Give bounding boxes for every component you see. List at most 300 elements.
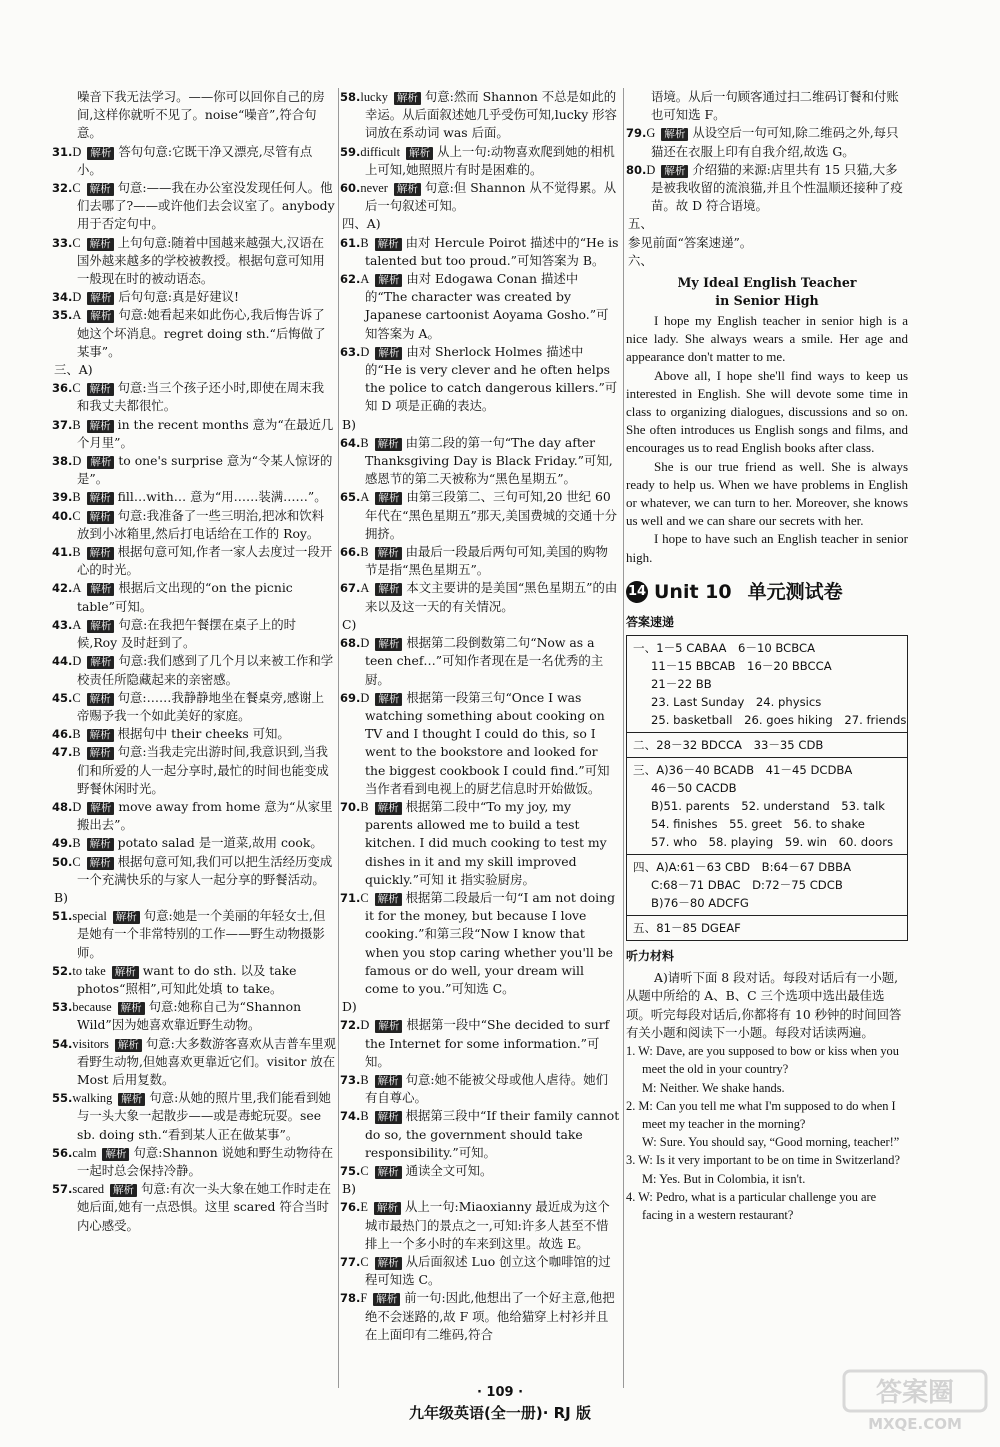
answer-item (340, 689, 620, 798)
listening-dialogues (626, 1042, 908, 1224)
answer-choice: B (72, 545, 81, 560)
answer-choice: because (72, 1000, 112, 1015)
answer-choice: D (72, 290, 82, 305)
answer-choice: A (360, 272, 370, 287)
answer-item (340, 343, 620, 416)
question-number: 80. (626, 162, 647, 177)
analysis-tag: 解析 (87, 492, 114, 505)
explanation-text: 句意:——我在办公室没发现任何人。他们去哪了?——或许他们去会议室了。anybody 用于否定句中。 (77, 180, 335, 232)
question-number: 63. (340, 344, 361, 359)
answer-choice: A (360, 581, 370, 596)
answer-item (340, 88, 620, 143)
explanation-text: 根据后文出现的“on the picnic table”可知。 (77, 580, 293, 614)
answer-choice: D (360, 344, 370, 359)
question-number: 64. (340, 435, 361, 450)
answer-choice: C (360, 890, 369, 905)
explanation-text: 介绍猫的来源:店里共有 15 只猫,大多是被我收留的流浪猫,并且个性温顺还接种了疫苗。故 D 符合语境。 (651, 161, 903, 214)
svg-text:MXQE.COM: MXQE.COM (868, 1415, 962, 1433)
question-number: 41. (52, 545, 73, 560)
section-label: B) (342, 1181, 356, 1197)
question-number: 60. (340, 181, 361, 196)
explanation-text: 句意:她是一个美丽的年轻女士,但是她有一个非常特别的工作——野生动物摄影师。 (77, 908, 326, 960)
section-label: B) (342, 416, 356, 432)
analysis-tag: 解析 (113, 911, 140, 924)
answer-item (340, 1198, 620, 1253)
question-number: 48. (52, 799, 73, 814)
analysis-tag: 解析 (406, 147, 433, 160)
answer-item (52, 725, 336, 743)
question-number: 52. (52, 963, 73, 978)
explanation-text: 句意:当三个孩子还小时,即使在周末我和我丈夫都很忙。 (77, 380, 325, 414)
answer-key-line: 46－50 CACDB (651, 781, 737, 796)
question-number: 68. (340, 636, 361, 651)
answer-choice: G (646, 126, 656, 141)
question-number: 49. (52, 836, 73, 851)
explanation-text: 根据第二段倒数第二句“Now as a teen chef…”可知作者现在是一名优秀的主厨。 (365, 635, 604, 687)
essay-title-line1: My Ideal English Teacher (677, 275, 857, 291)
section-label: D) (342, 999, 357, 1015)
analysis-tag: 解析 (87, 656, 114, 669)
answer-choice: C (72, 235, 81, 250)
answer-item (626, 88, 908, 124)
explanation-text: 根据句意可知,作者一家人去度过一段开心的时光。 (77, 544, 333, 578)
explanation-text: 句意:当我走完出游时间,我意识到,当我们和所爱的人一起分享时,最忙的时间也能变成野餐休闲时光。 (77, 744, 329, 796)
answer-item (52, 853, 336, 889)
answer-choice: never (360, 181, 388, 196)
question-number: 37. (52, 417, 73, 432)
question-number: 62. (340, 272, 361, 287)
column-divider (623, 88, 624, 1388)
analysis-tag: 解析 (375, 583, 402, 596)
answer-key-row (627, 636, 907, 733)
essay-paragraph: She is our true friend as well. She is always ready to help us. When we have problems in English or whatever, we can turn to her. Moreover, she knows us well and we can share our secrets with her. (626, 458, 908, 529)
answer-item (340, 889, 620, 998)
answer-key-row (627, 758, 907, 855)
analysis-tag: 解析 (374, 1202, 401, 1215)
column-divider (338, 88, 339, 1388)
section-label: 六、 (628, 252, 653, 268)
watermark-logo (840, 1365, 990, 1435)
question-number: 66. (340, 545, 361, 560)
analysis-tag: 解析 (102, 1148, 129, 1161)
explanation-text: to one's surprise 意为“令某人惊讶的是”。 (77, 453, 333, 487)
analysis-tag: 解析 (110, 1184, 137, 1197)
explanation-text: 由对 Edogawa Conan 描述中的“The character was created by Japanese cartoonist Aoyama Gosho.”可知答案为 A。 (365, 271, 609, 341)
answer-choice: B (72, 745, 81, 760)
speaker-label: M: (642, 1171, 657, 1186)
answer-item (340, 143, 620, 179)
answer-item (340, 798, 620, 889)
question-number: 58. (340, 90, 361, 104)
answer-item (340, 434, 620, 489)
answer-key-line: 二、28－32 BDCCA 33－35 CDB (633, 738, 824, 753)
question-number: 43. (52, 617, 73, 632)
answer-choice: special (72, 909, 107, 924)
answer-choice: C (360, 1255, 369, 1269)
dialogue-text: Sure. You should say, “Good morning, teacher!” (659, 1135, 900, 1150)
explanation-text: 句意:大多数游客喜欢从吉普车里观看野生动物,但她喜欢更靠近它们。visitor 放在 Most 后用复数。 (77, 1035, 336, 1087)
essay-paragraph: I hope my English teacher in senior high is a nice lady. She always wears a smile. Her age and appearance don't matter to me. (626, 313, 908, 365)
explanation-text: 根据第一段第三句“Once I was watching something about cooking on TV and I thought I could do this, so I went to the bookstore and looked for the biggest cookbook I could find.”可知当作者看到电视上的厨艺信息时开始做饭。 (365, 689, 610, 796)
answer-choice: lucky (360, 90, 388, 104)
answer-choice: D (360, 1018, 370, 1033)
answer-item (340, 1107, 620, 1162)
answer-item (52, 234, 336, 289)
answer-choice: F (360, 1291, 368, 1306)
question-number: 56. (52, 1145, 73, 1160)
analysis-tag: 解析 (375, 1075, 402, 1088)
explanation-text: 根据第三段中“If their family cannot do so, the government should take responsibility.”可知。 (365, 1108, 620, 1160)
explanation-text: 根据第二段最后一句“I am not doing it for the money, but because I love cooking.”和第三段“Now I know that when you stop caring whether you'll be famous or do well, your dream will come to you.”可知选 C。 (365, 889, 616, 996)
analysis-tag: 解析 (87, 838, 114, 851)
essay-title (626, 274, 908, 310)
analysis-tag: 解析 (87, 547, 114, 560)
essay-paragraph: Above all, I hope she'll find ways to keep us interested in English. She will devote some time in class to organizing dialogues, discussions and so on. She often introduces us English songs and films, and encourages us to read English books after class. (626, 367, 908, 456)
answer-choice: D (72, 799, 82, 814)
answer-item (52, 143, 336, 179)
answer-item (52, 907, 336, 962)
question-number: 33. (52, 235, 73, 250)
question-number: 51. (52, 909, 73, 924)
explanation-text: 句意:她不能被父母或他人虐待。她们有自尊心。 (365, 1071, 609, 1106)
answer-key-line: 四、A)A:61－63 CBD B:64－67 DBBA (633, 860, 852, 875)
dialogue-line (626, 1079, 908, 1097)
answer-key-line: 25. basketball 26. goes hiking 27. friends (651, 713, 907, 728)
analysis-tag: 解析 (87, 292, 114, 305)
analysis-tag: 解析 (375, 492, 402, 505)
analysis-tag: 解析 (87, 583, 114, 596)
answer-item (52, 416, 336, 452)
answer-key-line: 五、81－85 DGEAF (633, 921, 741, 936)
answer-choice: visitors (72, 1036, 109, 1051)
dialogue-line (626, 1133, 908, 1151)
analysis-tag: 解析 (112, 966, 139, 979)
unit-heading (626, 581, 908, 603)
explanation-text: 由对 Sherlock Holmes 描述中的“He is very clever and he often helps the police to catch dangerous killers.”可知 D 项是正确的表达。 (365, 343, 618, 414)
explanation-text: 句意:从她的照片里,我们能看到她与一头大象一起散步——或是毒蛇玩耍。see sb. doing sth.“看到某人正在做某事”。 (77, 1090, 331, 1142)
answer-choice: B (72, 836, 81, 851)
analysis-tag: 解析 (115, 1039, 142, 1052)
section-label: 参见前面“答案速递”。 (628, 234, 753, 250)
explanation-text: 从上一句:动物喜欢爬到她的相机上可知,她照照片有时是困难的。 (365, 143, 615, 177)
answer-item (52, 1144, 336, 1180)
answer-key-row (627, 733, 907, 758)
answer-key-line: 11－15 BBCAB 16－20 BBCCA (651, 659, 832, 674)
speaker-label: 1. W: (626, 1044, 653, 1059)
column-left (52, 88, 336, 1235)
answer-choice: E (360, 1200, 368, 1215)
question-number: 36. (52, 381, 73, 396)
column-middle (340, 88, 620, 1344)
analysis-tag: 解析 (87, 620, 114, 633)
page-number: · 109 · (476, 1385, 524, 1400)
question-number: 67. (340, 581, 361, 596)
explanation-text: 句意:她称自己为“Shannon Wild”因为她喜欢靠近野生动物。 (77, 999, 302, 1033)
analysis-tag: 解析 (87, 383, 114, 396)
question-number: 31. (52, 144, 73, 159)
answer-choice: B (72, 727, 81, 742)
explanation-text: 前一句:因此,他想出了一个好主意,他把绝不会迷路的,故 F 项。他给猫穿上村衫并且在上面印有二维码,符合 (365, 1290, 615, 1342)
explanation-text: 句意:……我静静地坐在餐桌旁,感谢上帝赐予我一个如此美好的家庭。 (77, 689, 325, 723)
answer-choice: A (72, 581, 82, 596)
speaker-label: M: (642, 1080, 657, 1095)
question-number: 35. (52, 308, 73, 323)
question-number: 50. (52, 854, 73, 869)
analysis-tag: 解析 (375, 893, 402, 906)
analysis-tag: 解析 (661, 128, 688, 141)
analysis-tag: 解析 (87, 511, 114, 524)
dialogue-text: Yes. But in Colombia, it isn't. (659, 1171, 806, 1186)
analysis-tag: 解析 (375, 438, 402, 451)
answer-choice: B (360, 1072, 369, 1087)
explanation-text: 句意:有次一头大象在她工作时走在她后面,她有一点恐惧。这里 scared 符合当时内心感受。 (77, 1181, 332, 1233)
answer-item (340, 579, 620, 615)
answer-key-line: 一、1－5 CABAA 6－10 BCBCA (633, 641, 816, 656)
answer-choice: B (72, 417, 81, 432)
question-number: 47. (52, 745, 73, 760)
analysis-tag: 解析 (87, 238, 114, 251)
question-number: 65. (340, 490, 361, 505)
dialogue-text: Can you tell me what I'm supposed to do when I meet my teacher in the morning? (642, 1098, 896, 1131)
explanation-text: 噪音下我无法学习。——你可以回你自己的房间,这样你就听不见了。noise“噪音”,符合句意。 (77, 89, 325, 141)
answer-item (52, 488, 336, 506)
answer-item (52, 652, 336, 688)
answer-choice: B (360, 235, 369, 250)
answer-item (52, 88, 336, 143)
explanation-text: 句意:Shannon 说她和野生动物待在一起时总会保持冷静。 (77, 1144, 334, 1178)
question-number: 74. (340, 1109, 361, 1124)
dialogue-line (626, 1151, 908, 1169)
answer-item (340, 1162, 620, 1180)
answer-item (340, 543, 620, 579)
unit-number-badge: 14 (626, 581, 648, 603)
explanation-text: 根据第二段中“To my joy, my parents allowed me to build a test kitchen. I did much cooking to test my dishes in it and my skill improved quickly.”可知 it 指实验厨房。 (365, 798, 607, 887)
explanation-text: 句意:在我把午餐摆在桌子上的时候,Roy 及时赶到了。 (77, 616, 296, 651)
answer-item (52, 306, 336, 361)
answer-item (340, 270, 620, 343)
answer-item (340, 1253, 620, 1289)
speaker-label: 4. W: (626, 1189, 653, 1204)
answer-choice: calm (72, 1145, 97, 1160)
column-right-answers (626, 88, 908, 270)
analysis-tag: 解析 (375, 693, 402, 706)
question-number: 57. (52, 1182, 73, 1197)
question-number: 42. (52, 581, 73, 596)
question-number: 34. (52, 290, 73, 305)
analysis-tag: 解析 (375, 547, 402, 560)
answer-item (340, 488, 620, 543)
question-number: 59. (340, 144, 361, 159)
question-number: 40. (52, 508, 73, 523)
analysis-tag: 解析 (87, 147, 114, 160)
answer-key-line: 57. who 58. playing 59. win 60. doors (651, 835, 894, 850)
answer-choice: B (360, 435, 369, 450)
question-number: 75. (340, 1163, 361, 1178)
answer-choice: C (72, 508, 81, 523)
explanation-text: 句意:她看起来如此伤心,我后悔告诉了她这个坏消息。regret doing sth.“后悔做了某事”。 (77, 307, 326, 359)
answer-item (340, 1289, 620, 1344)
answer-item (52, 179, 336, 234)
answer-choice: B (360, 545, 369, 560)
answer-key-line: 54. finishes 55. greet 56. to shake (651, 817, 865, 832)
answer-choice: C (72, 854, 81, 869)
explanation-text: 上句句意:随着中国越来越强大,汉语在国外越来越多的学校被教授。根据句意可知用一般现在时的被动语态。 (77, 234, 325, 287)
explanation-text: fill…with… 意为“用……装满……”。 (117, 489, 327, 505)
explanation-text: 通读全文可知。 (405, 1162, 493, 1178)
answer-choice: D (72, 454, 82, 469)
answer-choice: C (72, 381, 81, 396)
unit-subtitle: 单元测试卷 (747, 580, 843, 603)
answer-key-box (626, 635, 908, 941)
answer-item (340, 1016, 620, 1071)
answer-key-line: 21－22 BB (651, 677, 712, 692)
answer-choice: C (360, 1163, 369, 1178)
analysis-tag: 解析 (375, 802, 402, 815)
answer-item (52, 798, 336, 834)
speaker-label: 3. W: (626, 1153, 653, 1168)
question-number: 72. (340, 1018, 361, 1033)
unit-title: Unit 10 (654, 580, 732, 603)
analysis-tag: 解析 (87, 802, 114, 815)
question-number: 71. (340, 890, 361, 905)
answer-item (52, 1180, 336, 1235)
answer-item (340, 234, 620, 270)
dialogue-line (626, 1170, 908, 1188)
dialogue-text: Neither. We shake hands. (659, 1080, 785, 1095)
explanation-text: move away from home 意为“从家里搬出去”。 (77, 798, 333, 833)
speaker-label: 2. M: (626, 1098, 653, 1113)
question-number: 73. (340, 1072, 361, 1087)
explanation-text: 由最后一段最后两句可知,美国的购物节是指“黑色星期五”。 (365, 544, 608, 578)
analysis-tag: 解析 (375, 1111, 402, 1124)
answer-choice: A (360, 490, 370, 505)
explanation-text: 从后面叙述 Luo 创立这个咖啡馆的过程可知选 C。 (365, 1254, 611, 1288)
section-label: 三、A) (54, 362, 93, 378)
answer-item (52, 1035, 336, 1090)
answer-key-line: B)51. parents 52. understand 53. talk (651, 799, 886, 814)
essay-paragraph: I hope to have such an English teacher in senior high. (626, 531, 908, 565)
answer-choice: to take (72, 963, 106, 978)
answer-item (340, 179, 620, 215)
explanation-text: 后句句意:真是好建议! (118, 289, 239, 305)
answer-item (626, 161, 908, 216)
question-number: 53. (52, 1000, 73, 1015)
answer-choice: D (646, 162, 656, 177)
svg-text:答案圈: 答案圈 (875, 1378, 955, 1408)
answer-item (52, 288, 336, 306)
answer-choice: scared (72, 1182, 105, 1197)
analysis-tag: 解析 (373, 1293, 400, 1306)
question-number: 70. (340, 799, 361, 814)
answer-item (52, 507, 336, 543)
explanation-text: 由第三段第二、三句可知,20 世纪 60 年代在“黑色星期五”那天,美国费城的交通十分拥挤。 (365, 489, 618, 541)
essay-title-line2: in Senior High (715, 293, 819, 309)
analysis-tag: 解析 (661, 165, 688, 178)
section-label: B) (54, 889, 68, 905)
dialogue-line (626, 1097, 908, 1133)
explanation-text: 答句句意:它既干净又漂亮,尽管有点小。 (77, 143, 313, 177)
section-label: C) (342, 616, 357, 632)
explanation-text: 语境。从后一句顾客通过扫二维码订餐和付账也可知选 F。 (651, 89, 899, 123)
answer-choice: C (72, 181, 81, 196)
answer-item (52, 962, 336, 998)
dialogue-text: Dave, are you supposed to bow or kiss when you meet the old in your country? (642, 1044, 899, 1077)
analysis-tag: 解析 (394, 92, 421, 105)
dialogue-line (626, 1188, 908, 1224)
explanation-text: 句意:我准备了一些三明治,把冰和饮料放到小冰箱里,然后打电话给在工作的 Roy。 (77, 507, 325, 541)
analysis-tag: 解析 (118, 1002, 145, 1015)
explanation-text: 本文主要讲的是美国“黑色星期五”的由来以及这一天的有关情况。 (365, 580, 618, 614)
section-label: 四、A) (342, 216, 381, 232)
book-title: 九年级英语(全一册)· RJ 版 (409, 1404, 591, 1422)
answer-item (52, 579, 336, 615)
analysis-tag: 解析 (87, 747, 114, 760)
analysis-tag: 解析 (375, 1020, 402, 1033)
answer-key-row (627, 916, 907, 940)
question-number: 69. (340, 690, 361, 705)
listening-intro: A)请听下面 8 段对话。每段对话后有一小题,从题中所给的 A、B、C 三个选项中选出最佳选项。听完每段对话后,你都将有 10 秒钟的时间回答有关小题和阅读下一小题。每段对话读两遍。 (626, 970, 902, 1040)
answer-item (52, 743, 336, 798)
answer-choice: B (360, 799, 369, 814)
answer-key-row (627, 855, 907, 916)
answer-item (52, 543, 336, 579)
answer-item (52, 616, 336, 652)
analysis-tag: 解析 (375, 274, 402, 287)
answer-key-line: 23. Last Sunday 24. physics (651, 695, 822, 710)
explanation-text: 句意:然而 Shannon 不总是如此的幸运。从后面叙述她几乎受伤可知,lucky 形容词放在系动词 was 后面。 (365, 89, 617, 141)
explanation-text: 由对 Hercule Poirot 描述中的“He is talented but too proud.”可知答案为 B。 (365, 234, 619, 268)
listening-heading: 听力材料 (626, 949, 675, 964)
question-number: 39. (52, 490, 73, 505)
analysis-tag: 解析 (375, 1257, 402, 1270)
explanation-text: in the recent months 意为“在最近几个月里”。 (77, 416, 334, 450)
answer-choice: difficult (360, 144, 401, 159)
answer-item (52, 834, 336, 852)
question-number: 44. (52, 654, 73, 669)
explanation-text: 根据句中 their cheeks 可知。 (117, 726, 290, 742)
answer-item (52, 689, 336, 725)
analysis-tag: 解析 (375, 238, 402, 251)
answer-choice: D (360, 636, 370, 651)
answer-item (52, 998, 336, 1034)
answer-key-line: 三、A)36－40 BCADB 41－45 DCDBA (633, 763, 853, 778)
analysis-tag: 解析 (87, 693, 114, 706)
question-number: 77. (340, 1255, 361, 1269)
essay-body (626, 312, 908, 567)
dialogue-line (626, 1042, 908, 1078)
question-number: 46. (52, 727, 73, 742)
explanation-text: 从上一句:Miaoxianny 最近成为这个城市最热门的景点之一,可知:许多人甚至不惜排上一个多小时的车来到这里。故选 E。 (365, 1199, 610, 1251)
question-number: 45. (52, 690, 73, 705)
analysis-tag: 解析 (375, 347, 402, 360)
question-number: 61. (340, 235, 361, 250)
analysis-tag: 解析 (87, 310, 114, 323)
question-number: 79. (626, 126, 647, 141)
answers-heading: 答案速递 (626, 614, 675, 629)
section-label: 五、 (628, 216, 653, 232)
explanation-text: 根据第一段中“She decided to surf the Internet for some information.”可知。 (365, 1017, 610, 1069)
explanation-text: 句意:但 Shannon 从不觉得累。从后一句叙述可知。 (365, 180, 617, 214)
answer-item (340, 634, 620, 689)
analysis-tag: 解析 (375, 1166, 402, 1179)
explanation-text: 由第二段的第一句“The day after Thanksgiving Day is Black Friday.”可知,感恩节的第二天被称为“黑色星期五”。 (365, 434, 613, 487)
answer-choice: D (360, 690, 370, 705)
analysis-tag: 解析 (87, 456, 114, 469)
analysis-tag: 解析 (87, 857, 114, 870)
question-number: 38. (52, 454, 73, 469)
answer-choice: C (72, 690, 81, 705)
answer-choice: A (72, 308, 82, 323)
